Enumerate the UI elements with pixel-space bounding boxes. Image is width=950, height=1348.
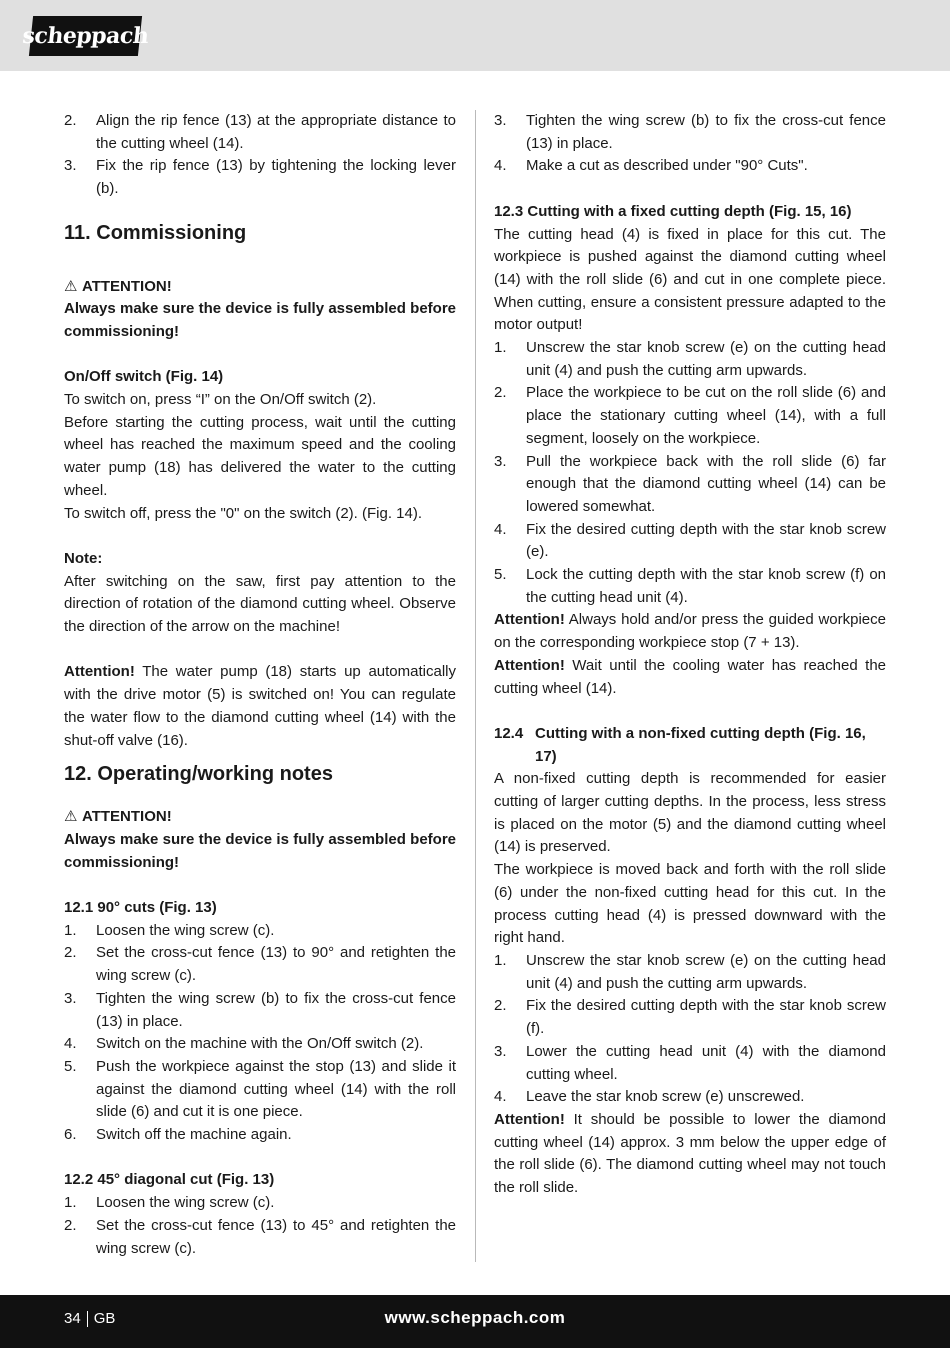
paragraph: Attention! It should be possible to lower the diamond cutting wheel (14) approx. 3 mm below the upper edge of the roll slide (6). The diamond cutting wheel may not touch the roll slide. [494, 1110, 886, 1197]
scheppach-logo: scheppach [29, 16, 142, 56]
warning-triangle-icon: ⚠ [64, 808, 78, 826]
paragraph: To switch on, press “I” on the On/Off switch (2). [64, 391, 377, 408]
paragraph: The cutting head (4) is fixed in place for this cut. The workpiece is pushed against the diamond cutting wheel (14) with the roll slide (6) and cut in one complete piece. When cutting, ensure a consistent pressure adapted to the motor output! [494, 225, 886, 334]
note-heading: Note: [64, 549, 103, 567]
attention-text: Always make sure the device is fully assembled before commissioning! [64, 830, 456, 871]
list-item: 5. Push the workpiece against the stop (13) and slide it against the diamond cutting wheel (14) with the roll slide (6) and cut it is one piece. [64, 1057, 456, 1121]
list-item: 5. Lock the cutting depth with the star knob screw (f) on the cutting head unit (4). [494, 566, 886, 606]
paragraph: A non-fixed cutting depth is recommended for easier cutting of larger cutting depths. In the process, less stress is placed on the motor (5) and the diamond cutting wheel (14) is preserved. [494, 770, 886, 856]
subsection-heading: 12.1 90° cuts (Fig. 13) [64, 899, 217, 917]
list-item: 3. Tighten the wing screw (b) to fix the cross-cut fence (13) in place. [64, 989, 456, 1030]
subsection-heading: 12.3 Cutting with a fixed cutting depth (Fig. 15, 16) [494, 202, 852, 220]
list-item: 3. Fix the rip fence (13) by tightening the locking lever (b). [64, 157, 456, 198]
list-item: 4. Fix the desired cutting depth with the star knob screw (e). [494, 520, 886, 561]
footer-bar [0, 1295, 950, 1348]
list-item: 2. Set the cross-cut fence (13) to 90° and retighten the wing screw (c). [64, 944, 456, 985]
attention-heading: ⚠ ATTENTION! [64, 806, 456, 829]
paragraph: To switch off, press the "0" on the switch (2). (Fig. 14). [64, 504, 423, 522]
page-number: 34 GB [64, 1310, 116, 1327]
paragraph: Attention! Always hold and/or press the guided workpiece on the corresponding workpiece stop (7 + 13). [494, 611, 886, 652]
attention-heading: ⚠ ATTENTION! [64, 276, 456, 299]
list-item: 2. Fix the desired cutting depth with the star knob screw (f). [494, 997, 886, 1038]
subsection-heading: 12.4 Cutting with a non-fixed cutting depth (Fig. 16, 17) [494, 724, 866, 765]
list-item: 3. Lower the cutting head unit (4) with the diamond cutting wheel. [494, 1042, 886, 1083]
list-item: 3. Tighten the wing screw (b) to fix the cross-cut fence (13) in place. [494, 112, 886, 152]
list-item: 2. Align the rip fence (13) at the appropriate distance to the cutting wheel (14). [64, 112, 456, 152]
section-heading-commissioning: 11. Commissioning [64, 221, 247, 244]
list-item: 1. Unscrew the star knob screw (e) on the cutting head unit (4) and push the cutting arm upwards. [494, 339, 886, 379]
onoff-heading: On/Off switch (Fig. 14) [64, 368, 224, 386]
list-item: 3. Pull the workpiece back with the roll slide (6) far enough that the diamond cutting wheel (14) can be lowered somewhat. [494, 452, 886, 515]
paragraph: After switching on the saw, first pay attention to the direction of rotation of the diamond cutting wheel. Observe the direction of the arrow on the machine! [64, 572, 456, 636]
paragraph: The workpiece is moved back and forth with the roll slide (6) under the non-fixed cutting head for this cut. In the process cutting head (4) is pressed downward with the right hand. [494, 861, 886, 947]
list-item: 4. Leave the star knob screw (e) unscrewed. [494, 1088, 805, 1106]
header-bar [0, 0, 950, 71]
list-item: 4. Switch on the machine with the On/Off switch (2). [64, 1035, 424, 1053]
list-item: 2. Place the workpiece to be cut on the roll slide (6) and place the stationary cutting wheel (14), with a full segment, loosely on the workpiece. [494, 384, 886, 447]
list-item: 2. Set the cross-cut fence (13) to 45° and retighten the wing screw (c). [64, 1216, 456, 1257]
warning-triangle-icon: ⚠ [64, 277, 78, 295]
list-item: 6. Switch off the machine again. [64, 1126, 292, 1144]
list-item: 1. Loosen the wing screw (c). [64, 921, 275, 939]
attention-text: Always make sure the device is fully assembled before commissioning! [64, 300, 456, 340]
paragraph: Before starting the cutting process, wait until the cutting wheel has reached the maximum speed and the cooling water pump (18) has delivered the water to the cutting wheel. [64, 413, 456, 499]
list-item: 1. Loosen the wing screw (c). [64, 1194, 275, 1212]
paragraph: Attention! Wait until the cooling water has reached the cutting wheel (14). [494, 656, 886, 697]
paragraph: Attention! The water pump (18) starts up automatically with the drive motor (5) is switched on! You can regulate the water flow to the diamond cutting wheel (14) with the shut-off valve (16). [64, 663, 456, 749]
subsection-heading: 12.2 45° diagonal cut (Fig. 13) [64, 1171, 275, 1189]
right-column [494, 110, 886, 1200]
left-column [64, 110, 456, 1260]
list-item: 4. Make a cut as described under "90° Cuts". [494, 157, 808, 175]
website-link[interactable]: www.scheppach.com [384, 1308, 566, 1327]
list-item: 1. Unscrew the star knob screw (e) on the cutting head unit (4) and push the cutting arm upwards. [494, 951, 886, 992]
section-heading-operating: 12. Operating/working notes [64, 763, 333, 786]
column-divider [475, 110, 476, 1262]
